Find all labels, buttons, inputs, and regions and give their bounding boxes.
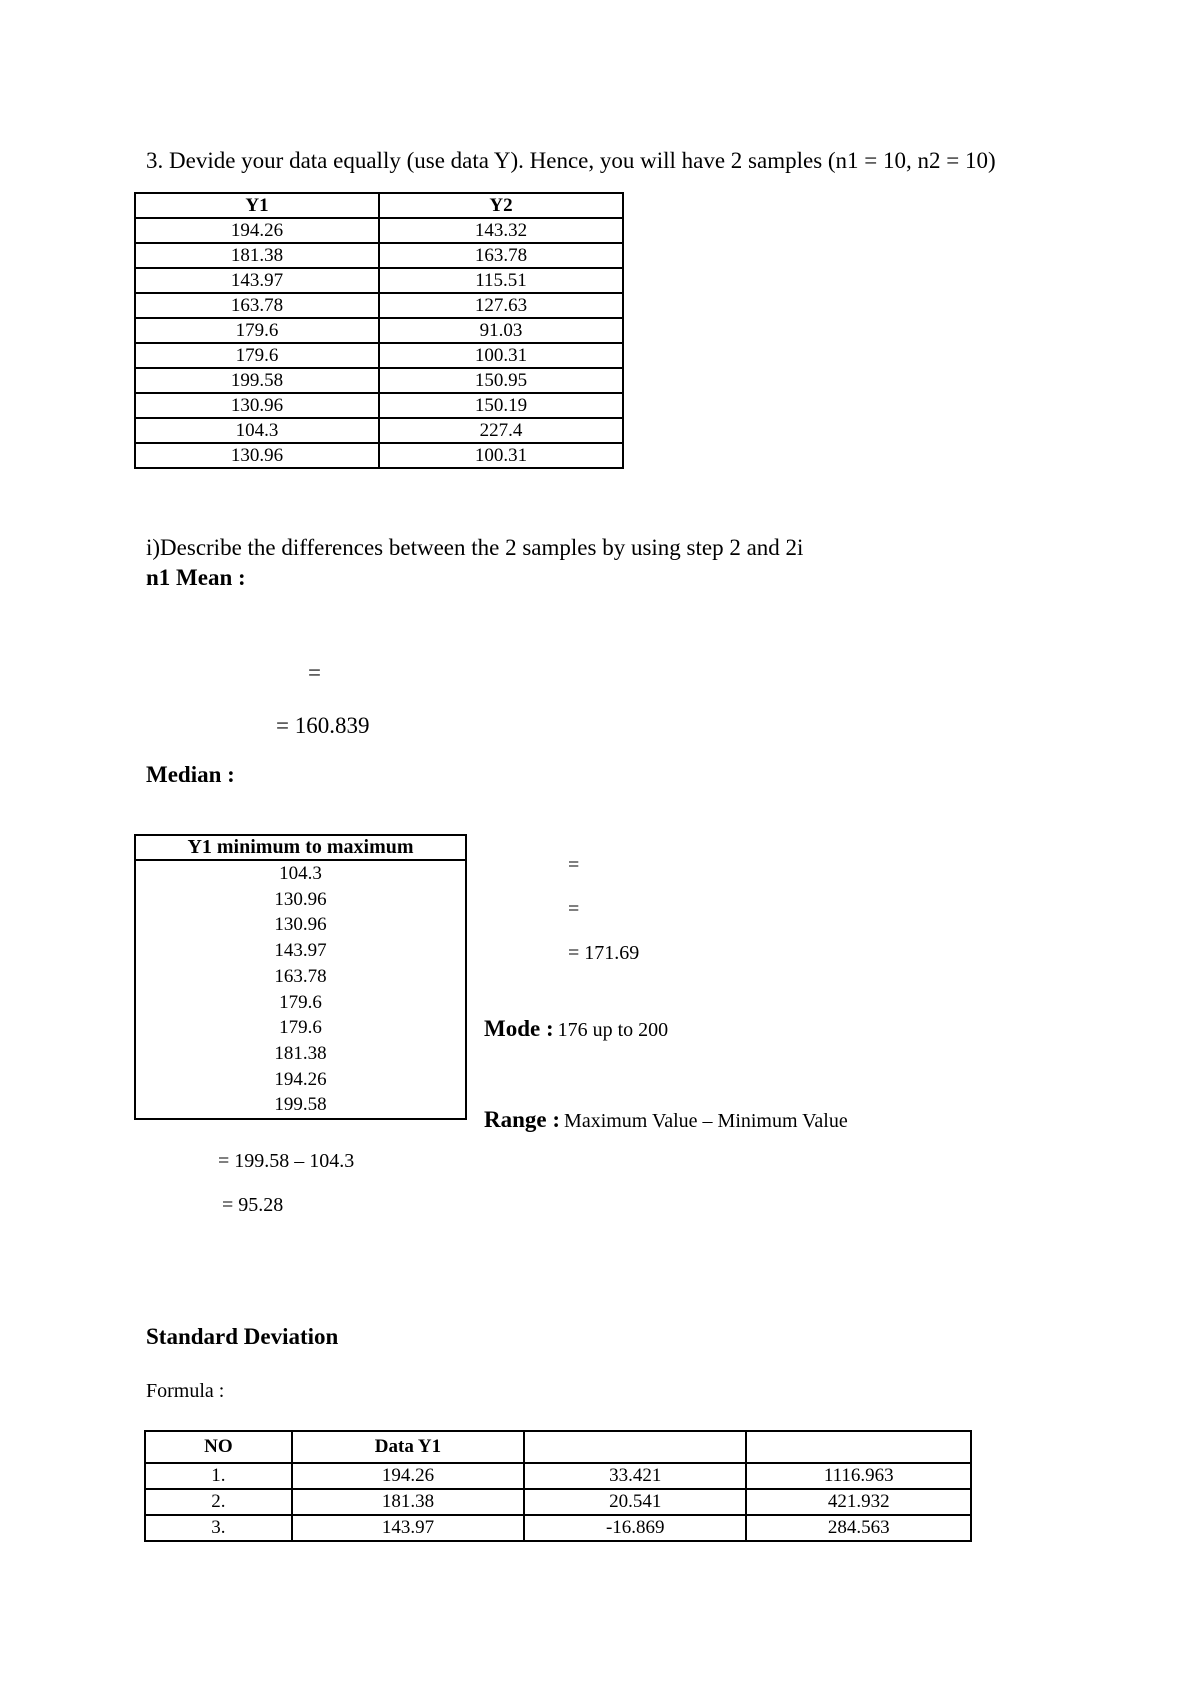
table-cell: 1. bbox=[145, 1463, 292, 1489]
range-equation-2: = 95.28 bbox=[222, 1194, 284, 1216]
table-row bbox=[135, 418, 623, 443]
table-cell: 150.95 bbox=[379, 368, 623, 393]
table-header-row bbox=[145, 1431, 971, 1463]
table-cell: 115.51 bbox=[379, 268, 623, 293]
table-cell: 143.32 bbox=[379, 218, 623, 243]
table-row bbox=[145, 1463, 971, 1489]
table-cell: 130.96 bbox=[135, 393, 379, 418]
range-line bbox=[484, 1107, 848, 1133]
table-cell: 104.3 bbox=[135, 418, 379, 443]
table-cell: 194.26 bbox=[292, 1463, 524, 1489]
table-row bbox=[145, 1515, 971, 1541]
table-cell: 2. bbox=[145, 1489, 292, 1515]
table-row bbox=[145, 1489, 971, 1515]
table-cell: 163.78 bbox=[135, 293, 379, 318]
mean-equation-2: = 160.839 bbox=[276, 713, 370, 738]
samples-table bbox=[134, 192, 624, 469]
table-row bbox=[135, 268, 623, 293]
table-cell: 194.26 bbox=[135, 218, 379, 243]
col-header: Data Y1 bbox=[292, 1431, 524, 1463]
mean-label: n1 Mean : bbox=[146, 565, 246, 590]
table-row bbox=[135, 368, 623, 393]
table-cell: 127.63 bbox=[379, 293, 623, 318]
table-cell: 163.78 bbox=[274, 965, 327, 987]
col-header: Y2 bbox=[379, 193, 623, 218]
col-header: NO bbox=[145, 1431, 292, 1463]
table-cell: 163.78 bbox=[379, 243, 623, 268]
table-row bbox=[135, 860, 466, 887]
std-table bbox=[144, 1430, 972, 1542]
range-label: Range : bbox=[484, 1107, 561, 1132]
median-equation-1: = bbox=[568, 854, 580, 876]
table-row bbox=[135, 1041, 466, 1067]
col-header: Y1 bbox=[135, 193, 379, 218]
table-cell: 199.58 bbox=[135, 368, 379, 393]
table-cell: 104.3 bbox=[279, 863, 322, 884]
table-cell: 199.58 bbox=[274, 1094, 327, 1116]
table-cell: 181.38 bbox=[292, 1489, 524, 1515]
table-cell: 181.38 bbox=[274, 1042, 327, 1064]
table-cell: 33.421 bbox=[524, 1463, 746, 1489]
range-equation-1: = 199.58 – 104.3 bbox=[218, 1150, 355, 1172]
table-cell: 130.96 bbox=[135, 443, 379, 468]
median-equation-3: = 171.69 bbox=[568, 942, 640, 964]
table-cell: 91.03 bbox=[379, 318, 623, 343]
median-equation-2: = bbox=[568, 898, 580, 920]
table-cell: 130.96 bbox=[274, 914, 327, 936]
table-cell: 3. bbox=[145, 1515, 292, 1541]
table-cell: 130.96 bbox=[274, 888, 327, 910]
table-row bbox=[135, 964, 466, 990]
table-row bbox=[135, 443, 623, 468]
mode-line bbox=[484, 1016, 668, 1042]
table-row bbox=[135, 218, 623, 243]
col-header bbox=[524, 1431, 746, 1463]
table-cell: 179.6 bbox=[135, 318, 379, 343]
std-title: Standard Deviation bbox=[146, 1324, 339, 1349]
table-row bbox=[135, 1092, 466, 1119]
table-row bbox=[135, 990, 466, 1016]
table-cell: 179.6 bbox=[279, 1017, 322, 1039]
formula-label: Formula : bbox=[146, 1380, 225, 1402]
table-cell: 100.31 bbox=[379, 343, 623, 368]
table-cell: 20.541 bbox=[524, 1489, 746, 1515]
table-row bbox=[135, 318, 623, 343]
table-cell: 1116.963 bbox=[746, 1463, 971, 1489]
mode-value: 176 up to 200 bbox=[557, 1019, 669, 1041]
sorted-y1-table bbox=[134, 834, 467, 1120]
range-formula: Maximum Value – Minimum Value bbox=[564, 1110, 848, 1132]
question-text: 3. Devide your data equally (use data Y). Hence, you will have 2 samples (n1 = 10, n2 = 10) bbox=[146, 148, 996, 173]
table-row bbox=[135, 887, 466, 913]
table-row bbox=[135, 1067, 466, 1093]
table-cell: 143.97 bbox=[135, 268, 379, 293]
mean-equation-1: = bbox=[308, 660, 321, 685]
table-cell: 179.6 bbox=[279, 991, 322, 1013]
table-cell: 143.97 bbox=[292, 1515, 524, 1541]
median-label: Median : bbox=[146, 762, 235, 787]
col-header: Y1 minimum to maximum bbox=[135, 835, 466, 860]
table-row bbox=[135, 938, 466, 964]
instruction-text: i)Describe the differences between the 2 samples by using step 2 and 2i bbox=[146, 535, 804, 560]
table-cell: 194.26 bbox=[274, 1068, 327, 1090]
table-cell: 284.563 bbox=[746, 1515, 971, 1541]
table-cell: 150.19 bbox=[379, 393, 623, 418]
table-cell: 143.97 bbox=[274, 940, 327, 962]
table-header-row bbox=[135, 835, 466, 860]
table-cell: -16.869 bbox=[524, 1515, 746, 1541]
mode-label: Mode : bbox=[484, 1016, 554, 1041]
table-row bbox=[135, 912, 466, 938]
table-row bbox=[135, 1015, 466, 1041]
table-row bbox=[135, 343, 623, 368]
table-row bbox=[135, 393, 623, 418]
table-row bbox=[135, 293, 623, 318]
table-cell: 421.932 bbox=[746, 1489, 971, 1515]
table-header-row bbox=[135, 193, 623, 218]
table-cell: 179.6 bbox=[135, 343, 379, 368]
table-cell: 100.31 bbox=[379, 443, 623, 468]
table-cell: 181.38 bbox=[135, 243, 379, 268]
col-header bbox=[746, 1431, 971, 1463]
table-row bbox=[135, 243, 623, 268]
table-cell: 227.4 bbox=[379, 418, 623, 443]
